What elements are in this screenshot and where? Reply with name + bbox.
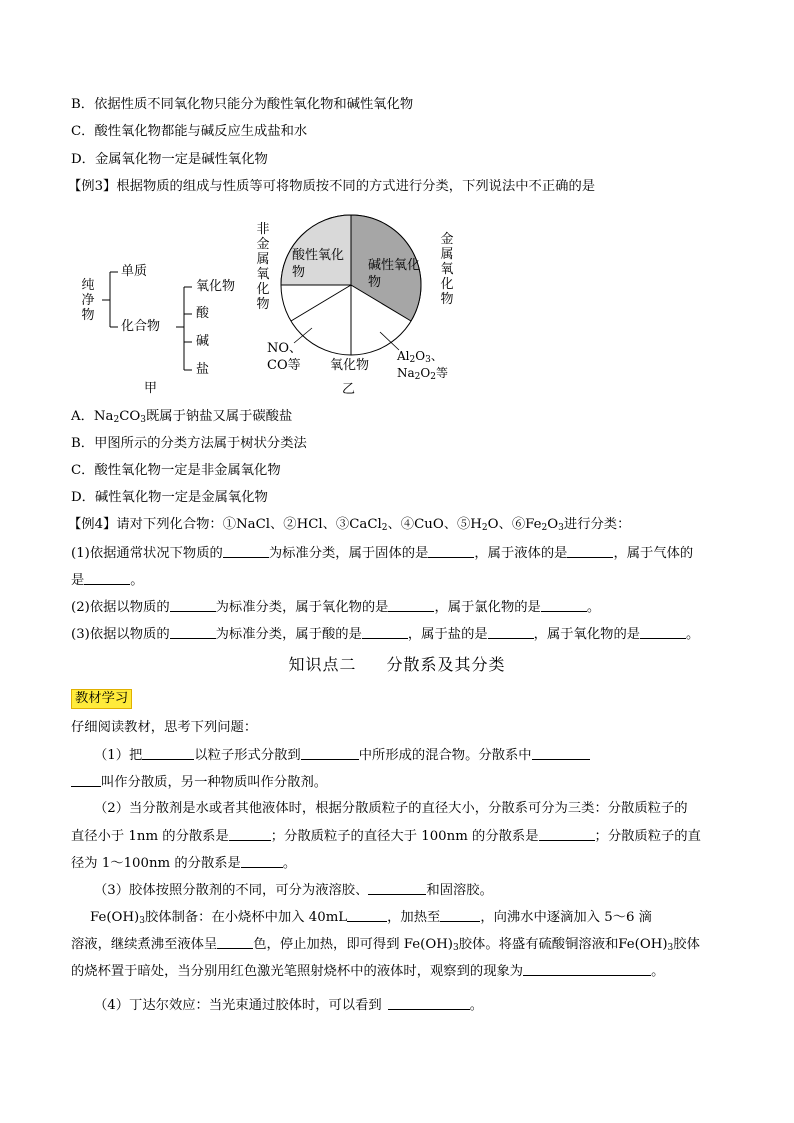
pie-caption: 乙 <box>342 382 356 397</box>
ex3-option-c: C．酸性氧化物一定是非金属氧化物 <box>71 463 281 478</box>
ex4-q1-text-e: 是 <box>71 573 85 588</box>
tree-compound-label: 化合物 <box>121 319 161 334</box>
section-p4-blank-4[interactable] <box>523 961 651 976</box>
section-p1-text-a: （1）把 <box>94 748 143 763</box>
ex4-q1-blank-4[interactable] <box>84 570 130 585</box>
pie-right-label: 金属氧化物 <box>440 232 454 307</box>
ex4-q1-blank-3[interactable] <box>567 543 613 558</box>
section-p4-line1 <box>90 907 652 928</box>
section-p4-blank-1[interactable] <box>347 907 387 922</box>
section-p5-text-b: 。 <box>469 998 483 1013</box>
ex4-q2-blank-3[interactable] <box>541 597 587 612</box>
section-p1-text-c: 中所形成的混合物。分散系中 <box>358 748 532 763</box>
ex4-q1-text-b: 为标准分类，属于固体的是 <box>268 546 429 561</box>
ex4-q1-line1 <box>71 543 693 564</box>
ex4-q3-blank-1[interactable] <box>170 624 216 639</box>
ex4-q1-blank-2[interactable] <box>428 543 474 558</box>
tree-root-label: 纯净物 <box>81 278 95 323</box>
example4-question: 【例4】请对下列化合物：①NaCl、②HCl、③CaCl$_2$、④CuO、$⑤H_2O$、$⑥Fe_2O_3$进行分类： <box>68 517 631 533</box>
tree-element-label: 单质 <box>121 264 148 279</box>
section-p2-line2 <box>71 826 701 847</box>
section-p1-line2 <box>71 772 327 793</box>
ex4-q1-blank-1[interactable] <box>223 543 269 558</box>
ex4-q1-text-d: ，属于气体的 <box>613 546 694 561</box>
section-p1-blank-2[interactable] <box>301 745 359 760</box>
example3-question: 【例3】根据物质的组成与性质等可将物质按不同的方式进行分类，下列说法中不正确的是 <box>68 179 596 194</box>
section-p5 <box>94 995 483 1016</box>
section-intro: 仔细阅读教材，思考下列问题： <box>71 720 258 735</box>
ex3-option-d: D．碱性氧化物一定是金属氧化物 <box>71 490 268 505</box>
pie-al2o3-label: $Al_2O_3$、 <box>397 349 443 365</box>
section-p4-text-e: 色，停止加热，即可得到 $Fe(OH)_3$胶体。将盛有硫酸铜溶液和$Fe(OH)_3$胶体 <box>253 937 700 953</box>
ex4-q2-text-c: ，属于氯化物的是 <box>434 600 541 615</box>
pie-center-label: 氧化物 <box>330 358 370 373</box>
ex4-q3 <box>71 624 699 645</box>
ex4-q3-blank-4[interactable] <box>640 624 686 639</box>
section-p4-blank-2[interactable] <box>440 907 480 922</box>
section-p2-text-e: 径为 1～100nm 的分散系是 <box>71 856 241 871</box>
ex4-q2-text-d: 。 <box>586 600 601 615</box>
ex4-q3-text-a: (3)依据以物质的 <box>71 627 170 642</box>
section-p2-blank-1[interactable] <box>229 826 271 841</box>
tree-base-label: 碱 <box>196 334 210 349</box>
pie-no-label: NO、 <box>267 341 303 356</box>
ex4-q1-text-f: 。 <box>130 573 144 588</box>
ex4-q3-text-b: 为标准分类，属于酸的是 <box>215 627 362 642</box>
section-p3-blank-1[interactable] <box>368 880 426 895</box>
pie-left-label: 非金属氧化物 <box>256 222 270 312</box>
ex4-q3-text-c: ，属于盐的是 <box>407 627 488 642</box>
ex4-q1-text-c: ，属于液体的是 <box>474 546 568 561</box>
tree-acid-label: 酸 <box>196 306 210 321</box>
option-d-prev: D．金属氧化物一定是碱性氧化物 <box>71 152 268 167</box>
pie-acidic-label: 酸性氧化物 <box>292 248 345 280</box>
section-p4-text-f: 的烧杯置于暗处，当分别用红色激光笔照射烧杯中的液体时，观察到的现象为 <box>71 964 524 979</box>
section-p3 <box>94 880 493 901</box>
section-p1-blank-3[interactable] <box>532 745 590 760</box>
tree-caption: 甲 <box>144 381 158 396</box>
classification-diagram <box>72 200 472 398</box>
section-p4-line3 <box>71 961 664 982</box>
section-p2-text-c: ；分散质粒子的直径大于 100nm 的分散系是 <box>270 829 539 844</box>
ex4-q1-text-a: (1)依据通常状况下物质的 <box>71 546 223 561</box>
pie-na2o2-label: $Na_2O_2$等 <box>397 366 448 382</box>
textbook-study-tag: 教材学习 <box>71 689 132 709</box>
section-p4-text-d: 溶液，继续煮沸至液体呈 <box>71 937 218 952</box>
section-p4-blank-3[interactable] <box>217 934 253 949</box>
section-heading-b: 分散系及其分类 <box>386 655 506 674</box>
ex4-q2-text-a: (2)依据以物质的 <box>71 600 170 615</box>
ex4-q2-blank-2[interactable] <box>388 597 434 612</box>
ex4-q3-text-d: ，属于氧化物的是 <box>533 627 641 642</box>
section-p4-text-a: $Fe(OH)_3$胶体制备：在小烧杯中加入 40mL <box>90 910 348 926</box>
section-p4-text-g: 。 <box>651 964 665 979</box>
ex4-q2 <box>71 597 600 618</box>
section-p2-line1: （2）当分散剂是水或者其他液体时，根据分散质粒子的直径大小，分散系可分为三类：分散质粒子的 <box>94 801 688 816</box>
ex4-q2-text-b: 为标准分类，属于氧化物的是 <box>215 600 389 615</box>
tree-oxide-label: 氧化物 <box>196 279 236 294</box>
tree-salt-label: 盐 <box>196 362 210 377</box>
section-p3-text-b: 和固溶胶。 <box>426 883 493 898</box>
ex4-q3-text-e: 。 <box>686 627 700 642</box>
section-p1-text-b: 以粒子形式分散到 <box>194 748 301 763</box>
ex4-q2-blank-1[interactable] <box>170 597 216 612</box>
section-p2-text-d: ；分散质粒子的直 <box>594 829 701 844</box>
section-p4-text-b: ，加热至 <box>387 910 441 925</box>
section-p1-blank-4[interactable] <box>71 772 101 787</box>
option-b-prev: B．依据性质不同氧化物只能分为酸性氧化物和碱性氧化物 <box>71 97 414 112</box>
section-p4-text-c: ，向沸水中逐滴加入 5～6 滴 <box>480 910 652 925</box>
pie-co-label: CO等 <box>267 358 301 373</box>
section-heading <box>0 652 794 675</box>
section-p1-line1 <box>94 745 590 766</box>
section-p2-blank-3[interactable] <box>241 853 283 868</box>
section-p2-text-f: 。 <box>282 856 297 871</box>
ex4-q3-blank-3[interactable] <box>488 624 534 639</box>
ex3-option-a: A．$Na_2CO_3$既属于钠盐又属于碳酸盐 <box>71 409 293 425</box>
section-p5-blank-1[interactable] <box>388 995 470 1010</box>
section-p1-text-d: 叫作分散质，另一种物质叫作分散剂。 <box>101 775 328 790</box>
option-c-prev: C．酸性氧化物都能与碱反应生成盐和水 <box>71 124 308 139</box>
section-heading-a: 知识点二 <box>288 655 357 674</box>
section-p2-line3 <box>71 853 296 874</box>
section-p2-blank-2[interactable] <box>539 826 595 841</box>
ex4-q3-blank-2[interactable] <box>362 624 408 639</box>
pie-basic-label: 碱性氧化物 <box>368 258 421 290</box>
section-p5-text-a: （4）丁达尔效应：当光束通过胶体时，可以看到 <box>94 998 382 1013</box>
section-p2-text-b: 直径小于 1nm 的分散系是 <box>71 829 229 844</box>
section-p3-text-a: （3）胶体按照分散剂的不同，可分为液溶胶、 <box>94 883 369 898</box>
ex4-q1-line2 <box>71 570 144 591</box>
section-p4-line2 <box>71 934 700 955</box>
ex3-option-b: B．甲图所示的分类方法属于树状分类法 <box>71 436 307 451</box>
section-p1-blank-1[interactable] <box>142 745 194 760</box>
